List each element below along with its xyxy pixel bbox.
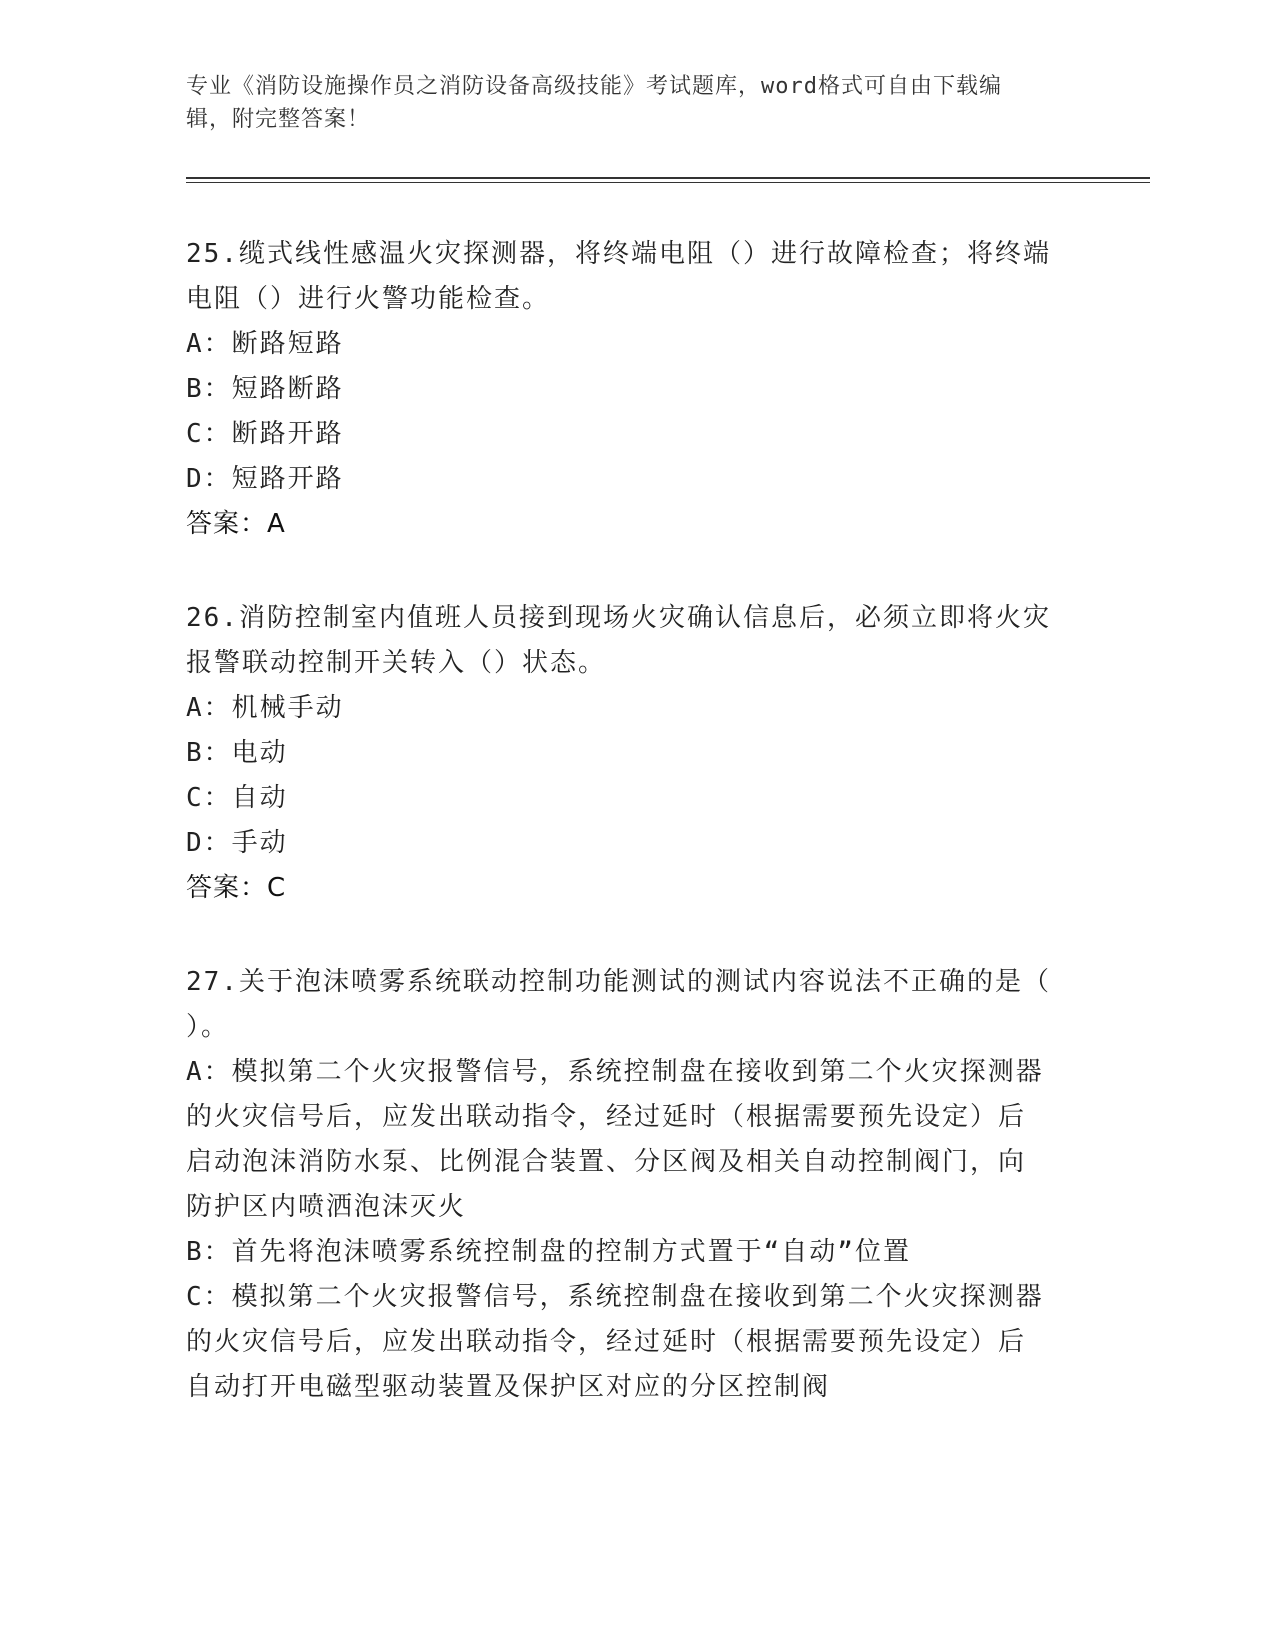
option-a-line: A：模拟第二个火灾报警信号，系统控制盘在接收到第二个火灾探测器 bbox=[186, 1057, 1044, 1087]
question-stem-line: ）。 bbox=[186, 1012, 230, 1042]
answer-line: 答案：A bbox=[186, 509, 286, 539]
header-divider bbox=[186, 177, 1150, 179]
option-d: D：手动 bbox=[186, 828, 288, 858]
option-c-line: 自动打开电磁型驱动装置及保护区对应的分区控制阀 bbox=[186, 1372, 831, 1402]
option-a-line: 防护区内喷洒泡沫灭火 bbox=[186, 1192, 467, 1222]
option-c: C：自动 bbox=[186, 783, 288, 813]
option-a: A：断路短路 bbox=[186, 329, 344, 359]
option-c-line: C：模拟第二个火灾报警信号，系统控制盘在接收到第二个火灾探测器 bbox=[186, 1282, 1044, 1312]
header-line: 辑，附完整答案！ bbox=[186, 107, 371, 132]
option-a-line: 的火灾信号后，应发出联动指令，经过延时（根据需要预先设定）后 bbox=[186, 1102, 1027, 1132]
question-stem-line: 27.关于泡沫喷雾系统联动控制功能测试的测试内容说法不正确的是（ bbox=[186, 967, 1051, 997]
option-b-line: B：首先将泡沫喷雾系统控制盘的控制方式置于“自动”位置 bbox=[186, 1237, 911, 1267]
answer-line: 答案：C bbox=[186, 873, 287, 903]
question-stem-line: 电阻（）进行火警功能检查。 bbox=[186, 284, 551, 314]
option-c-line: 的火灾信号后，应发出联动指令，经过延时（根据需要预先设定）后 bbox=[186, 1327, 1027, 1357]
question-stem-line: 报警联动控制开关转入（）状态。 bbox=[186, 648, 607, 678]
header-divider-thin bbox=[186, 182, 1150, 183]
option-a: A：机械手动 bbox=[186, 693, 344, 723]
question-stem-line: 25.缆式线性感温火灾探测器，将终端电阻（）进行故障检查；将终端 bbox=[186, 239, 1051, 269]
question-26 bbox=[186, 596, 1066, 911]
question-27 bbox=[186, 960, 1066, 1410]
option-c: C：断路开路 bbox=[186, 419, 344, 449]
question-25 bbox=[186, 232, 1066, 547]
page-header bbox=[186, 70, 1066, 136]
option-b: B：电动 bbox=[186, 738, 288, 768]
option-b: B：短路断路 bbox=[186, 374, 344, 404]
header-line: 专业《消防设施操作员之消防设备高级技能》考试题库，word格式可自由下载编 bbox=[186, 74, 1002, 99]
question-stem-line: 26.消防控制室内值班人员接到现场火灾确认信息后，必须立即将火灾 bbox=[186, 603, 1051, 633]
option-a-line: 启动泡沫消防水泵、比例混合装置、分区阀及相关自动控制阀门，向 bbox=[186, 1147, 1027, 1177]
option-d: D：短路开路 bbox=[186, 464, 344, 494]
